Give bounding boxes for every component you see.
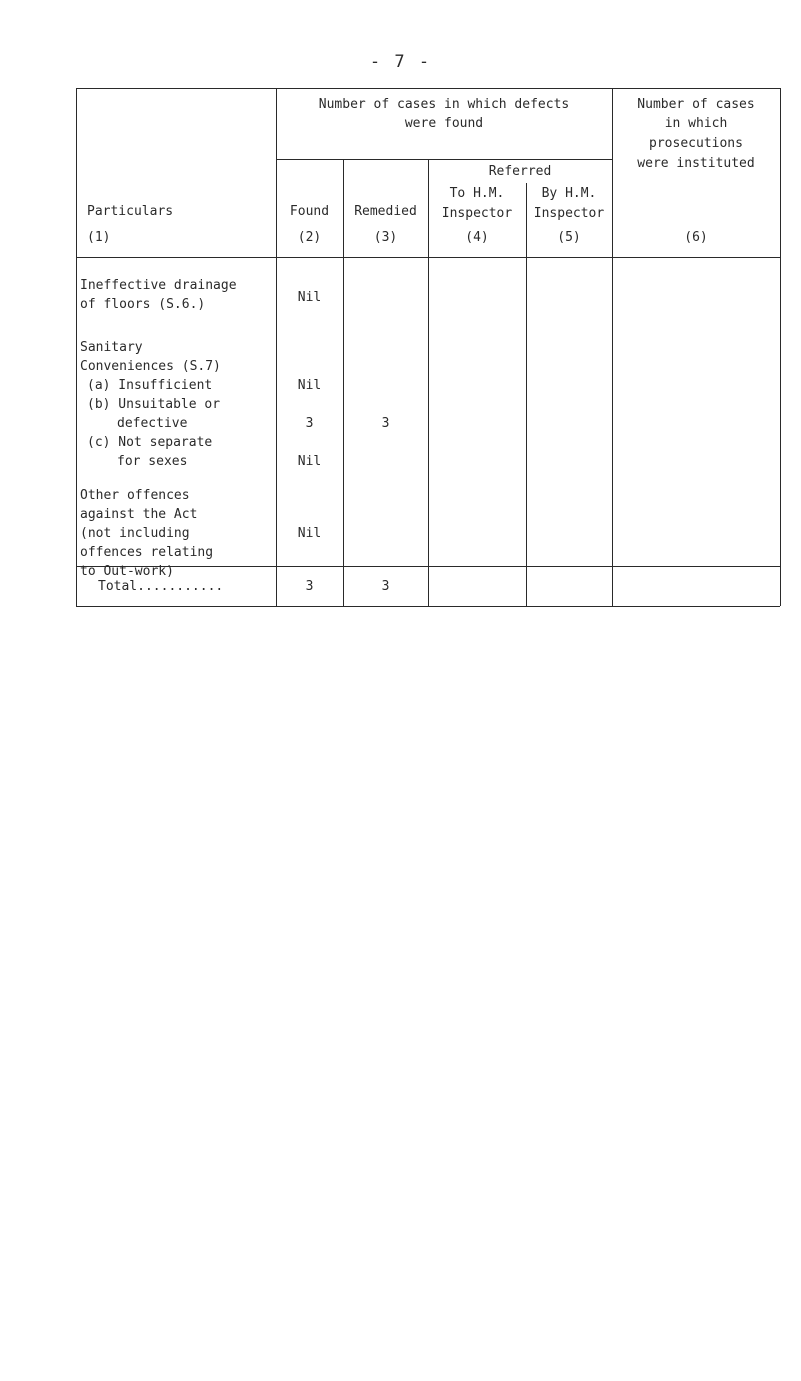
group-title-line2: were found	[404, 116, 484, 131]
found-number: (2)	[297, 230, 322, 245]
unsuitable-found: 3	[305, 416, 314, 431]
unsuitable-label-line1: (b) Unsuitable or	[87, 397, 221, 412]
particulars-header: Particulars	[87, 204, 174, 219]
drainage-label-line1: Ineffective drainage	[80, 278, 237, 293]
insufficient-found: Nil	[297, 378, 322, 393]
prosecutions-line4: were instituted	[637, 156, 755, 171]
found-group-rule	[276, 159, 612, 160]
left-border	[76, 88, 77, 606]
to-inspector-number: (4)	[465, 230, 489, 245]
drainage-found: Nil	[297, 290, 322, 305]
right-border	[780, 88, 781, 606]
sanitary-label-line1: Sanitary	[80, 340, 143, 355]
col4-divider	[526, 183, 527, 606]
particulars-number: (1)	[87, 230, 111, 245]
other-offences-line4: offences relating	[80, 545, 214, 560]
total-found: 3	[305, 579, 314, 594]
prosecutions-line3: prosecutions	[649, 136, 743, 151]
total-label: Total...........	[98, 579, 224, 594]
page-number: - 7 -	[369, 52, 432, 72]
referred-header: Referred	[488, 164, 552, 179]
remedied-header: Remedied	[354, 204, 417, 219]
unsuitable-remedied: 3	[381, 416, 390, 431]
table-bottom-rule	[76, 606, 780, 607]
to-inspector-line1: To H.M.	[449, 186, 505, 201]
other-offences-line1: Other offences	[80, 488, 190, 503]
total-remedied: 3	[381, 579, 390, 594]
col3-divider	[428, 159, 429, 606]
other-offences-line3: (not including	[80, 526, 190, 541]
not-separate-label-line1: (c) Not separate	[87, 435, 213, 450]
table-top-rule	[76, 88, 780, 89]
by-inspector-line1: By H.M.	[541, 186, 597, 201]
insufficient-label: (a) Insufficient	[87, 378, 213, 393]
not-separate-label-line2: for sexes	[117, 454, 188, 469]
unsuitable-label-line2: defective	[117, 416, 188, 431]
drainage-label-line2: of floors (S.6.)	[80, 297, 206, 312]
prosecutions-number: (6)	[684, 230, 708, 245]
remedied-number: (3)	[373, 230, 398, 245]
prosecutions-line2: in which	[664, 116, 728, 131]
prosecutions-line1: Number of cases	[637, 97, 755, 112]
to-inspector-line2: Inspector	[441, 206, 513, 221]
by-inspector-number: (5)	[557, 230, 581, 245]
sanitary-label-line2: Conveniences (S.7)	[80, 359, 221, 374]
found-header: Found	[289, 204, 330, 219]
other-offences-line5: to Out-work)	[80, 564, 174, 579]
not-separate-found: Nil	[297, 454, 322, 469]
col2-divider	[343, 159, 344, 606]
group-title-line1: Number of cases in which defects	[318, 97, 570, 112]
other-offences-found: Nil	[297, 526, 322, 541]
by-inspector-line2: Inspector	[533, 206, 605, 221]
other-offences-line2: against the Act	[80, 507, 198, 522]
